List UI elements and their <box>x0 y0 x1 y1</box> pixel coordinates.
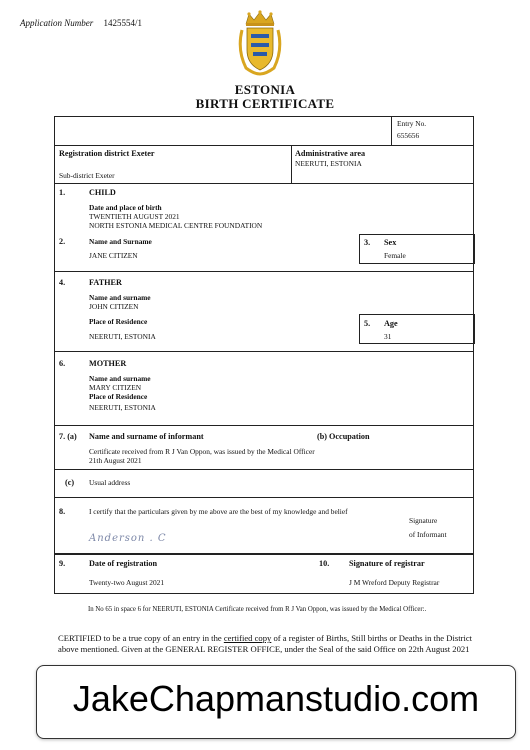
registration-district: Registration district Exeter <box>59 149 155 158</box>
father-number: 4. <box>59 278 66 287</box>
application-number-value: 1425554/1 <box>103 18 143 28</box>
declaration-number: 8. <box>59 507 66 516</box>
age-box <box>359 314 475 344</box>
mother-residence-value: NEERUTI, ESTONIA <box>89 403 156 412</box>
subdistrict-value: Exeter <box>95 171 115 180</box>
age-value: 31 <box>384 332 392 341</box>
mother-name-value: MARY CITIZEN <box>89 383 142 392</box>
mother-residence-label: Place of Residence <box>89 392 148 401</box>
father-name-label: Name and surname <box>89 293 151 302</box>
entry-value: 655656 <box>397 131 420 140</box>
subdistrict <box>59 172 115 180</box>
child-birthplace: NORTH ESTONIA MEDICAL CENTRE FOUNDATION <box>89 221 263 230</box>
registrar-label: Signature of registrar <box>349 559 425 568</box>
certification-text-2: of a register of Births, Still births or Deaths in the District above mentioned. Given at the GENERAL REGISTER OFFICE, under the Seal of the said Office on 22th August 2021 <box>58 633 473 654</box>
address-number: (c) <box>65 478 75 487</box>
father-name-value: JOHN CITIZEN <box>89 302 139 311</box>
certified-copy-link: certified copy <box>223 633 272 643</box>
admin-area-label: Administrative area <box>295 149 366 158</box>
mother-number: 6. <box>59 359 66 368</box>
country-title: ESTONIA <box>234 82 296 97</box>
child-dob-value: TWENTIETH AUGUST 2021 <box>89 212 180 221</box>
application-number <box>20 18 142 28</box>
age-label: Age <box>384 319 398 328</box>
watermark-banner <box>36 665 516 739</box>
informant-text-line1: Certificate received from R J Van Oppon, was issued by the Medical Officer <box>89 447 315 456</box>
child-name-number: 2. <box>59 237 66 246</box>
certification-text-1: CERTIFIED to be a true copy of an entry in the <box>58 633 224 643</box>
admin-area-value: NEERUTI, ESTONIA <box>295 159 362 168</box>
father-residence-value: NEERUTI, ESTONIA <box>89 332 156 341</box>
informant-signature-label: of Informant <box>409 530 447 539</box>
certification-text <box>58 633 478 654</box>
mother-heading: MOTHER <box>89 359 127 368</box>
signature-label: Signature <box>409 516 438 525</box>
subdistrict-label: Sub-district <box>59 171 94 180</box>
child-dob-label: Date and place of birth <box>89 203 162 212</box>
document-title: BIRTH CERTIFICATE <box>195 96 335 111</box>
reg-date-value: Twenty-two August 2021 <box>89 578 165 587</box>
child-name-value: JANE CITIZEN <box>89 251 138 260</box>
estonia-coat-of-arms-icon <box>236 10 284 76</box>
application-number-label: Application Number <box>20 18 94 28</box>
entry-label: Entry No. <box>397 119 427 128</box>
informant-number: 7. (a) <box>59 432 77 441</box>
address-label: Usual address <box>89 478 131 487</box>
father-heading: FATHER <box>89 278 122 287</box>
child-number: 1. <box>59 188 66 197</box>
informant-label: Name and surname of informant <box>89 432 204 441</box>
reg-date-label: Date of registration <box>89 559 158 568</box>
informant-text-line2: 21th August 2021 <box>89 456 142 465</box>
declaration-text: I certify that the particulars given by me above are the best of my knowledge and belief <box>89 507 348 516</box>
reg-date-number: 9. <box>59 559 66 568</box>
child-heading: CHILD <box>89 188 116 197</box>
registrar-value: J M Wreford Deputy Registrar <box>349 578 440 587</box>
occupation-label: (b) Occupation <box>317 432 370 441</box>
age-number: 5. <box>364 319 371 328</box>
watermark-text: JakeChapmanstudio.com <box>72 678 480 719</box>
sex-label: Sex <box>384 238 397 247</box>
sex-number: 3. <box>364 238 371 247</box>
sex-box <box>359 234 475 264</box>
footer-note: In No 65 in space 6 for NEERUTI, ESTONIA Certificate received from R J Van Oppon, was issued by the Medical Officer:. <box>88 606 427 613</box>
father-residence-label: Place of Residence <box>89 317 148 326</box>
certificate-form <box>54 116 474 594</box>
sex-value: Female <box>384 251 406 260</box>
mother-name-label: Name and surname <box>89 374 151 383</box>
registrar-number: 10. <box>319 559 330 568</box>
informant-signature: Anderson . C <box>89 533 167 544</box>
child-name-label: Name and Surname <box>89 237 152 246</box>
